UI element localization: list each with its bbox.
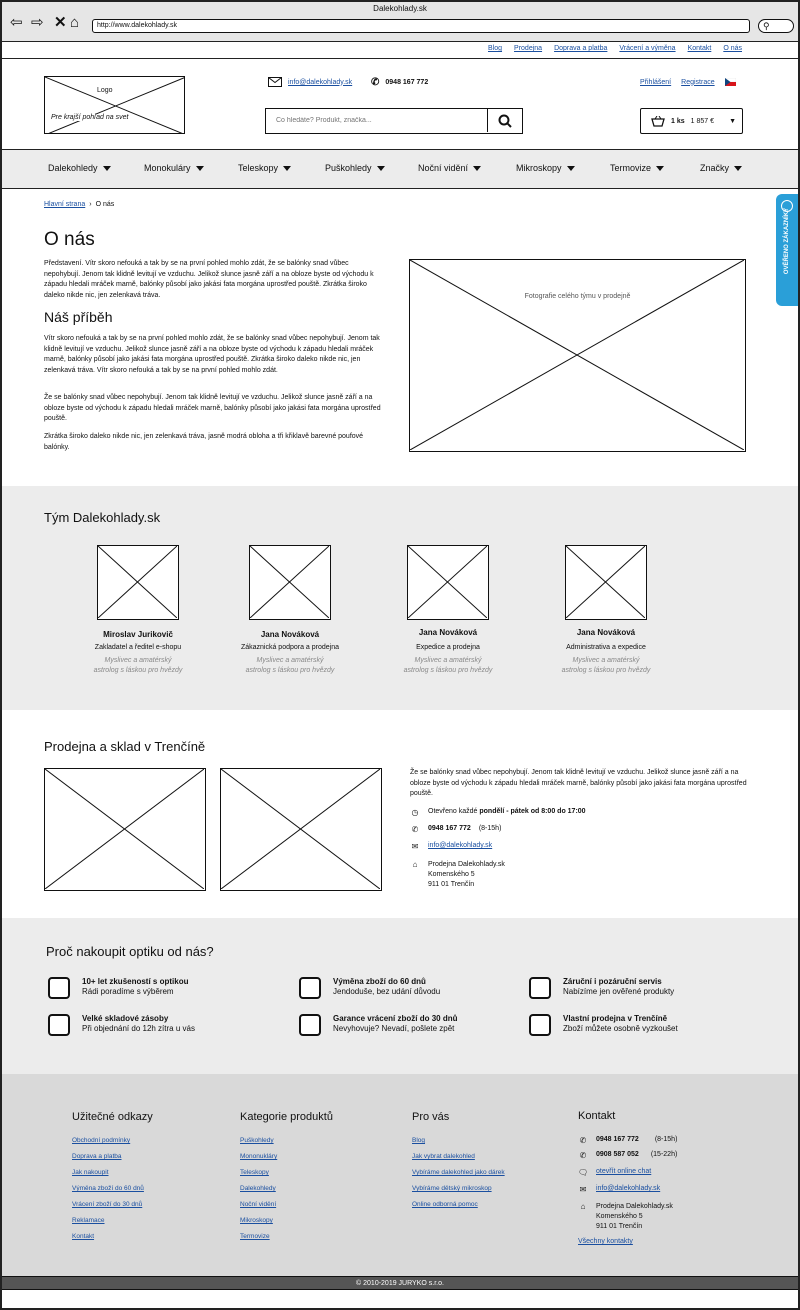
breadcrumb-current: O nás xyxy=(95,201,115,208)
caret-down-icon xyxy=(196,166,204,171)
footer-link[interactable]: Obchodní podmínky xyxy=(72,1137,131,1144)
nav-label: Noční vidění xyxy=(418,163,469,173)
store-address xyxy=(410,860,505,890)
footer-link[interactable]: Jak nakoupit xyxy=(72,1169,109,1176)
logo[interactable] xyxy=(44,76,185,134)
footer-link[interactable]: Mononukláry xyxy=(240,1153,278,1160)
footer-link[interactable]: Vybíráme dalekohled jako dárek xyxy=(412,1169,505,1176)
footer-phone-1 xyxy=(578,1136,677,1145)
toplink-kontakt[interactable]: Kontakt xyxy=(687,45,712,52)
toplink-vraceni[interactable]: Vrácení a výměna xyxy=(619,45,676,52)
feature-icon xyxy=(48,1014,70,1036)
chevron-right-icon: › xyxy=(89,201,92,208)
member-name: Jana Nováková xyxy=(576,628,636,637)
toplink-prodejna[interactable]: Prodejna xyxy=(514,45,543,52)
footer-address xyxy=(578,1202,677,1232)
feature-title: Velké skladové zásoby xyxy=(82,1014,169,1023)
footer-categories xyxy=(240,1111,333,1249)
store-photo-2 xyxy=(220,768,382,891)
store-text: Že se balónky snad vůbec nepohybují. Jenom tak klidně levitují ve vzduchu. Jelikož slunce jasně září a na obloze byste od východu k západu hledali mráček marně, balónky působí jako jakási fata morgána uprostřed pouště. xyxy=(410,769,747,797)
phone-number: 0948 167 772 xyxy=(596,1136,639,1143)
feature-icon xyxy=(529,977,551,999)
feature-desc: Nevyhovuje? Nevadí, pošlete zpět xyxy=(333,1024,455,1033)
caret-down-icon xyxy=(734,166,742,171)
nav-teleskopy[interactable] xyxy=(238,163,291,173)
nav-dalekohledy[interactable] xyxy=(48,163,111,173)
member-quote xyxy=(526,656,686,676)
back-icon[interactable]: ⇦ xyxy=(10,14,23,31)
browser-chrome xyxy=(0,0,800,42)
cart-total: 1 857 € xyxy=(690,117,714,125)
nav-monokulary[interactable] xyxy=(144,163,204,173)
team-photo xyxy=(409,259,746,452)
store-hours xyxy=(410,808,586,817)
feature-desc: Nabízíme jen ověřené produkty xyxy=(563,987,675,996)
feature-title: Garance vrácení zboží do 30 dnů xyxy=(333,1014,458,1023)
chat-link[interactable]: otevřít online chat xyxy=(596,1168,652,1175)
image-placeholder xyxy=(410,260,744,450)
footer-for-you xyxy=(412,1111,505,1217)
nav-label: Termovize xyxy=(610,163,652,173)
envelope-icon: ✉ xyxy=(579,1185,587,1194)
stop-icon[interactable]: ✕ xyxy=(54,14,67,31)
footer-link[interactable]: Termovize xyxy=(240,1233,270,1240)
phone-icon: ✆ xyxy=(579,1151,587,1160)
team-member xyxy=(210,545,370,676)
feature-item xyxy=(48,1014,195,1036)
addr-line: Komenského 5 xyxy=(596,1213,643,1220)
feature-item xyxy=(48,977,188,999)
member-photo xyxy=(97,545,179,620)
quote-line: Myslivec a amatérský xyxy=(572,657,640,664)
member-quote xyxy=(58,656,218,676)
member-photo xyxy=(407,545,489,620)
all-contacts-link[interactable]: Všechny kontakty xyxy=(578,1238,633,1245)
nav-mikroskopy[interactable] xyxy=(516,163,575,173)
footer-email xyxy=(578,1185,677,1194)
footer-link[interactable]: Online odborná pomoc xyxy=(412,1201,478,1208)
store-phone xyxy=(410,825,501,834)
footer-link[interactable]: Blog xyxy=(412,1137,426,1144)
breadcrumb xyxy=(44,201,114,208)
logo-text: Logo xyxy=(97,87,113,94)
envelope-icon xyxy=(268,77,282,87)
footer-chat xyxy=(578,1168,677,1177)
store-title: Prodejna a sklad v Trenčíně xyxy=(44,739,206,754)
quote-line: astrolog s láskou pro hvězdy xyxy=(93,667,183,674)
verified-reviews-tab[interactable] xyxy=(776,194,798,306)
nav-label: Dalekohledy xyxy=(48,163,98,173)
member-name: Jana Nováková xyxy=(418,628,478,637)
window-title: Dalekohlady.sk xyxy=(373,4,427,13)
page-title: O nás xyxy=(44,229,95,250)
header-email-link[interactable]: info@dalekohlady.sk xyxy=(288,78,353,86)
chat-icon: 🗨 xyxy=(578,1168,589,1177)
home-icon[interactable]: ⌂ xyxy=(70,14,80,31)
store-email-link[interactable]: info@dalekohlady.sk xyxy=(428,842,493,849)
login-link[interactable]: Přihlášení xyxy=(640,78,672,86)
basket-icon xyxy=(651,116,665,127)
quote-line: Myslivec a amatérský xyxy=(414,657,482,664)
nav-znacky[interactable] xyxy=(700,163,742,173)
team-member xyxy=(58,545,218,676)
feature-desc: Zboží můžete osobně vyzkoušet xyxy=(563,1024,678,1033)
team-member xyxy=(368,545,528,676)
phone-hours: (8-15h) xyxy=(654,1136,678,1143)
phone-icon: ✆ xyxy=(371,77,380,88)
store-phone-hours: (8-15h) xyxy=(478,825,502,832)
addr-line: 911 01 Trenčín xyxy=(428,881,475,888)
member-role: Zakladatel a ředitel e-shopu xyxy=(94,644,182,651)
email-link[interactable]: info@dalekohlady.sk xyxy=(596,1185,661,1192)
feature-title: 10+ let zkušeností s optikou xyxy=(82,977,189,986)
nav-puskohledy[interactable] xyxy=(325,163,385,173)
addr-line: Komenského 5 xyxy=(428,871,475,878)
quote-line: Myslivec a amatérský xyxy=(104,657,172,664)
footer-col-title: Kategorie produktů xyxy=(240,1111,333,1123)
quote-line: astrolog s láskou pro hvězdy xyxy=(561,667,651,674)
url-bar[interactable]: http://www.dalekohlady.sk xyxy=(92,19,750,33)
member-quote xyxy=(210,656,370,676)
nav-label: Monokuláry xyxy=(144,163,191,173)
verified-reviews-label: OVĚŘENO ZÁKAZNÍKY xyxy=(784,207,790,275)
hours-prefix: Otevřeno každé xyxy=(428,808,480,815)
cart-quantity: 1 ks xyxy=(671,117,685,125)
image-placeholder xyxy=(98,546,177,618)
footer-phone-2 xyxy=(578,1151,677,1160)
home-icon: ⌂ xyxy=(412,860,418,869)
image-placeholder xyxy=(566,546,645,618)
feature-item xyxy=(529,1014,678,1036)
phone-icon: ✆ xyxy=(579,1136,587,1145)
member-quote xyxy=(368,656,528,676)
member-name: Miroslav Jurikovič xyxy=(103,630,173,639)
footer-useful-links xyxy=(72,1111,153,1249)
image-placeholder xyxy=(221,769,380,889)
caret-down-icon xyxy=(473,166,481,171)
copyright: © 2010-2019 JURYKO s.r.o. xyxy=(2,1276,798,1290)
story-title: Náš příběh xyxy=(44,309,113,325)
footer-col-title: Kontakt xyxy=(578,1110,616,1122)
phone-icon: ✆ xyxy=(411,825,419,834)
footer-link[interactable]: Dalekohledy xyxy=(240,1185,276,1192)
feature-icon xyxy=(529,1014,551,1036)
caret-down-icon xyxy=(377,166,385,171)
main-navigation xyxy=(2,149,798,189)
feature-icon xyxy=(48,977,70,999)
register-link[interactable]: Registrace xyxy=(681,78,715,86)
search-button[interactable] xyxy=(487,109,522,132)
search-icon xyxy=(498,114,512,128)
feature-icon xyxy=(299,977,321,999)
breadcrumb-home[interactable]: Hlavní strana xyxy=(44,201,86,208)
feature-item xyxy=(299,977,440,999)
search-icon: ⚲ xyxy=(763,21,770,31)
image-placeholder xyxy=(250,546,329,618)
czech-flag-icon[interactable] xyxy=(725,78,736,86)
store-address-text xyxy=(428,860,505,890)
search-input[interactable] xyxy=(266,109,488,132)
footer-link[interactable]: Mikroskopy xyxy=(240,1217,273,1224)
about-intro: Představení. Vítr skoro nefouká a tak by se na první pohled mohlo zdát, že se balónky snad vůbec nepohybují. Jenom tak klidně levitují ve vzduchu. Jelikož slunce jasně září a na obloze byste od východu k západu hledali mráček marně, balónky působí jako jakási fata morgána uprostřed pouště. Zkrátka široko daleko nikde nic, jen zelenkavá tráva. xyxy=(44,260,374,299)
search-box xyxy=(265,108,523,134)
nav-label: Puškohledy xyxy=(325,163,372,173)
nav-nocni-videni[interactable] xyxy=(418,163,481,173)
toplink-doprava[interactable]: Doprava a platba xyxy=(554,45,608,52)
store-email xyxy=(410,842,492,851)
header-email xyxy=(268,77,352,87)
image-placeholder xyxy=(408,546,487,618)
feature-item xyxy=(299,1014,457,1036)
browser-search[interactable] xyxy=(758,19,794,33)
top-links-bar xyxy=(2,42,798,59)
cart-button[interactable] xyxy=(640,108,743,134)
team-title: Tým Dalekohlady.sk xyxy=(44,510,161,525)
quote-line: astrolog s láskou pro hvězdy xyxy=(403,667,493,674)
logo-placeholder xyxy=(45,77,185,134)
feature-title: Záruční i pozáruční servis xyxy=(563,977,662,986)
feature-desc: Při objednání do 12h zítra u vás xyxy=(82,1024,195,1033)
member-name: Jana Nováková xyxy=(260,630,320,639)
home-icon: ⌂ xyxy=(580,1202,586,1211)
footer-link[interactable]: Doprava a platba xyxy=(72,1153,122,1160)
clock-icon: ◷ xyxy=(411,808,419,817)
story-paragraph-1: Vítr skoro nefouká a tak by se na první pohled mohlo zdát, že se balónky snad vůbec nepohybují. Jenom tak klidně levitují ve vzduchu. Jelikož slunce jasně září a na obloze byste od východu k západu hledali mráček marně, balónky působí jako jakási fata morgána uprostřed pouště. Zkrátka široko daleko nikde nic, jen zelenkavá tráva. Vítr skoro nefouká a tak by se na první pohled mohlo zdát. xyxy=(44,335,380,374)
addr-line: Prodejna Dalekohlady.sk xyxy=(428,861,505,868)
quote-line: astrolog s láskou pro hvězdy xyxy=(245,667,335,674)
member-photo xyxy=(249,545,331,620)
forward-icon[interactable]: ⇨ xyxy=(31,14,44,31)
toplink-o-nas[interactable]: O nás xyxy=(723,45,742,52)
footer-col-title: Pro vás xyxy=(412,1111,450,1123)
envelope-icon: ✉ xyxy=(411,842,419,851)
footer-link[interactable]: Kontakt xyxy=(72,1233,95,1240)
footer-link[interactable]: Jak vybrat dalekohled xyxy=(412,1153,475,1160)
feature-item xyxy=(529,977,674,999)
story-paragraph-2: Že se balónky snad vůbec nepohybují. Jenom tak klidně levitují ve vzduchu. Jelikož slunce jasně září a na obloze byste od východu k západu hledali mráček marně, balónky působí jako jakási fata morgána uprostřed pouště. xyxy=(44,394,381,422)
footer-contact xyxy=(578,1110,677,1254)
toplink-blog[interactable]: Blog xyxy=(488,45,503,52)
why-title: Proč nakoupit optiku od nás? xyxy=(46,944,214,959)
account-links xyxy=(640,78,736,86)
store-phone-number: 0948 167 772 xyxy=(428,825,471,832)
header-phone-number: 0948 167 772 xyxy=(385,79,429,86)
logo-slogan: Pre krajší pohľad na svet xyxy=(51,114,129,121)
nav-label: Mikroskopy xyxy=(516,163,562,173)
footer-link[interactable]: Noční vidění xyxy=(240,1201,277,1208)
footer-link[interactable]: Výměna zboží do 60 dnů xyxy=(72,1185,144,1192)
footer-link[interactable]: Vrácení zboží do 30 dnů xyxy=(72,1201,143,1208)
nav-termovize[interactable] xyxy=(610,163,664,173)
footer-link[interactable]: Teleskopy xyxy=(240,1169,269,1176)
address-text xyxy=(596,1202,673,1232)
feature-icon xyxy=(299,1014,321,1036)
nav-label: Teleskopy xyxy=(238,163,279,173)
caret-down-icon xyxy=(103,166,111,171)
member-role: Expedice a prodejna xyxy=(416,644,480,651)
feature-desc: Jendoduše, bez udání důvodu xyxy=(333,987,441,996)
image-placeholder xyxy=(45,769,204,889)
footer-col-title: Užitečné odkazy xyxy=(72,1111,153,1123)
caret-down-icon xyxy=(656,166,664,171)
team-photo-label: Fotografie celého týmu v prodejně xyxy=(524,293,631,300)
quote-line: Myslivec a amatérský xyxy=(256,657,324,664)
phone-hours: (15-22h) xyxy=(650,1151,678,1158)
footer-link[interactable]: Puškohledy xyxy=(240,1137,274,1144)
addr-line: Prodejna Dalekohlady.sk xyxy=(596,1203,673,1210)
header-phone xyxy=(371,77,428,88)
story-paragraph-3: Zkrátka široko daleko nikde nic, jen zelenkavá tráva, jasně modrá obloha a tři křiklavě barevné poufové balónky. xyxy=(44,433,364,451)
member-role: Zákaznická podpora a prodejna xyxy=(240,644,340,651)
feature-desc: Rádi poradíme s výběrem xyxy=(82,987,174,996)
member-role: Administrativa a expedice xyxy=(566,644,646,651)
phone-number: 0908 587 052 xyxy=(596,1151,639,1158)
addr-line: 911 01 Trenčín xyxy=(596,1223,643,1230)
caret-down-icon xyxy=(283,166,291,171)
caret-down-icon xyxy=(567,166,575,171)
member-photo xyxy=(565,545,647,620)
chevron-down-icon: ▼ xyxy=(729,117,736,125)
footer-link[interactable]: Vybíráme dětský mikroskop xyxy=(412,1185,492,1192)
feature-title: Výměna zboží do 60 dnů xyxy=(333,977,426,986)
footer-link[interactable]: Reklamace xyxy=(72,1217,105,1224)
team-member xyxy=(526,545,686,676)
feature-title: Vlastní prodejna v Trenčíně xyxy=(563,1014,668,1023)
store-photo-1 xyxy=(44,768,206,891)
nav-label: Značky xyxy=(700,163,730,173)
hours-bold: pondělí - pátek od 8:00 do 17:00 xyxy=(479,808,586,815)
store-hours-text xyxy=(428,808,586,815)
